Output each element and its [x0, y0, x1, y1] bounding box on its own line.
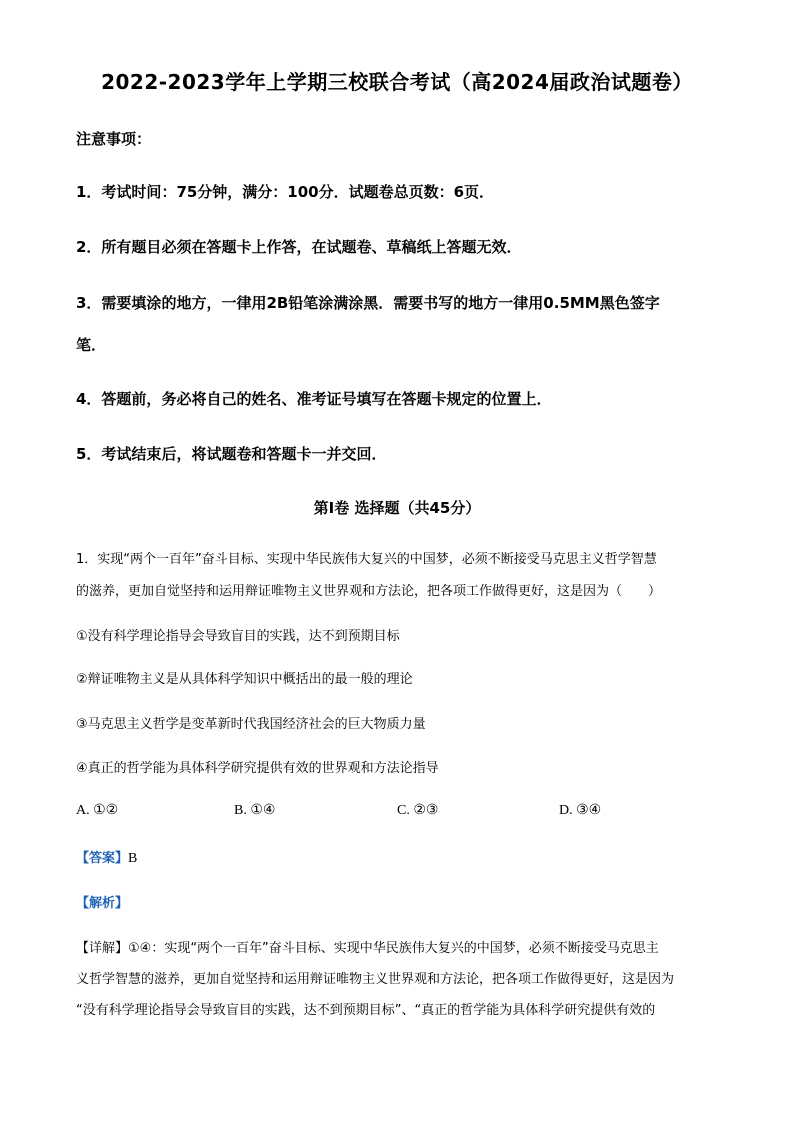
- detail-label: 【详解】: [76, 941, 129, 956]
- choice-a: A. ①②: [76, 803, 119, 818]
- detail-text-1: ①④：实现“两个一百年”奋斗目标、实现中华民族伟大复兴的中国梦，必须不断接受马克思主: [128, 941, 659, 956]
- answer-value: B: [128, 851, 138, 866]
- question-option-1: ①没有科学理论指导会导致盲目的实践，达不到预期目标: [76, 629, 400, 644]
- section-title: 第Ⅰ卷 选择题（共45分）: [313, 499, 481, 517]
- question-stem-line-1: 1．实现“两个一百年”奋斗目标、实现中华民族伟大复兴的中国梦，必须不断接受马克思主义哲学智慧: [76, 552, 657, 567]
- notice-item-1: 1．考试时间：75分钟，满分：100分．试题卷总页数：6页．: [76, 183, 495, 201]
- analysis-line: [76, 892, 128, 911]
- choice-c: C. ②③: [397, 803, 439, 818]
- detail-line-3: “没有科学理论指导会导致盲目的实践，达不到预期目标”、“真正的哲学能为具体科学研究提供有效的: [76, 1003, 656, 1018]
- notice-item-2: 2．所有题目必须在答题卡上作答，在试题卷、草稿纸上答题无效．: [76, 238, 522, 256]
- question-option-3: ③马克思主义哲学是变革新时代我国经济社会的巨大物质力量: [76, 717, 426, 732]
- detail-line-2: 义哲学智慧的滋养，更加自觉坚持和运用辩证唯物主义世界观和方法论，把各项工作做得更好，这是因为: [76, 972, 675, 987]
- answer-label: 【答案】: [76, 851, 129, 866]
- answer-line: [76, 847, 137, 867]
- choice-b: B. ①④: [234, 803, 276, 818]
- notice-label: 注意事项：: [76, 130, 152, 148]
- question-stem-line-2: 的滋养，更加自觉坚持和运用辩证唯物主义世界观和方法论，把各项工作做得更好，这是因为（ ）: [76, 584, 662, 599]
- notice-item-3: 3．需要填涂的地方，一律用2B铅笔涂满涂黑．需要书写的地方一律用0.5MM黑色签字: [76, 294, 660, 312]
- question-option-2: ②辩证唯物主义是从具体科学知识中概括出的最一般的理论: [76, 672, 413, 687]
- choice-d: D. ③④: [559, 803, 602, 818]
- notice-item-3-continued: 笔．: [76, 336, 107, 354]
- notice-item-4: 4．答题前，务必将自己的姓名、准考证号填写在答题卡规定的位置上．: [76, 390, 552, 408]
- exam-title: 2022-2023学年上学期三校联合考试（高2024届政治试题卷）: [101, 70, 693, 94]
- answer-choices: [76, 802, 716, 822]
- detail-line-1: [76, 937, 659, 956]
- notice-item-5: 5．考试结束后，将试题卷和答题卡一并交回．: [76, 445, 387, 463]
- analysis-label: 【解析】: [76, 896, 129, 911]
- question-option-4: ④真正的哲学能为具体科学研究提供有效的世界观和方法论指导: [76, 761, 439, 776]
